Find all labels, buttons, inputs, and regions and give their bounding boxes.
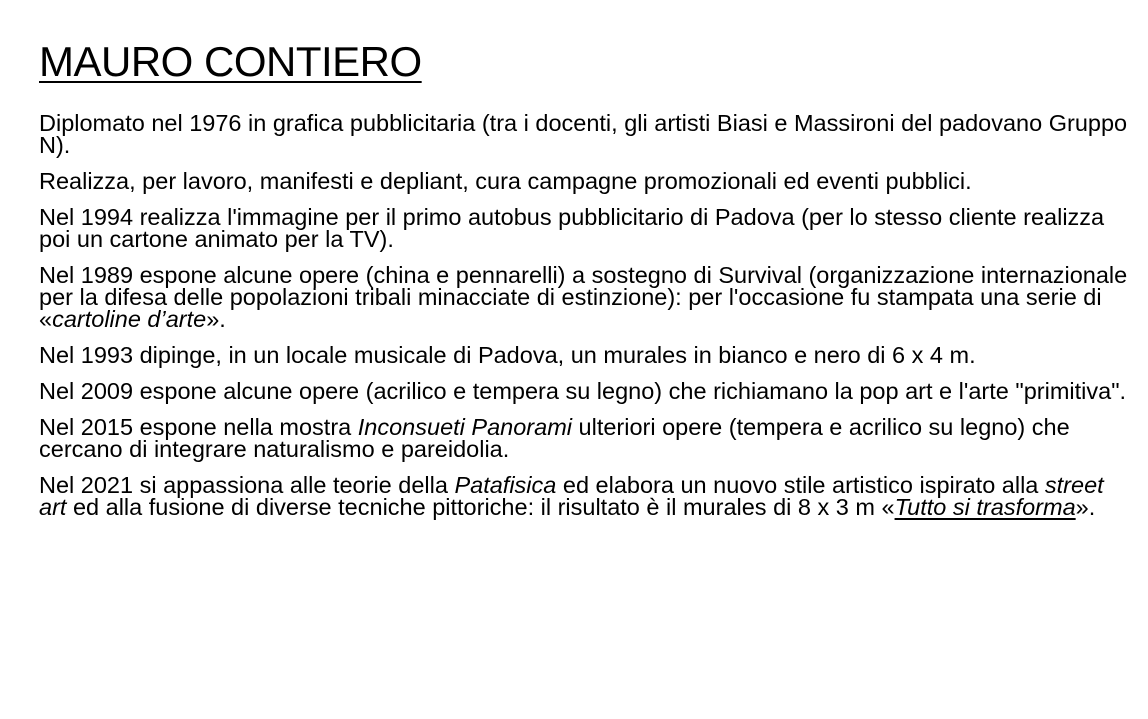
paragraph-1994 bbox=[39, 206, 1134, 250]
italic-text: Patafisica bbox=[454, 472, 557, 498]
paragraph-text: ed alla fusione di diverse tecniche pittoriche: il risultato è il murales di 8 x 3 m « bbox=[66, 494, 895, 520]
paragraph-text: Nel 1989 espone alcune opere (china e pennarelli) a sostegno di Survival (organizzazione internazionale per la difesa delle popolazioni tribali minacciate di estinzione): per l'occasione fu stampata una serie di « bbox=[39, 262, 1128, 332]
italic-text: Inconsueti Panorami bbox=[357, 414, 572, 440]
paragraph-2015 bbox=[39, 416, 1134, 460]
paragraph-1993 bbox=[39, 344, 1134, 366]
slide-title: MAURO CONTIERO bbox=[39, 38, 422, 85]
paragraph-text: Realizza, per lavoro, manifesti e depliant, cura campagne promozionali ed eventi pubblici. bbox=[39, 168, 972, 194]
paragraph-1989 bbox=[39, 264, 1134, 330]
paragraph-text: ed elabora un nuovo stile artistico ispirato alla bbox=[556, 472, 1045, 498]
italic-text: street art bbox=[39, 472, 1104, 520]
paragraph-text: Nel 1994 realizza l'immagine per il primo autobus pubblicitario di Padova (per lo stesso cliente realizza poi un cartone animato per la TV). bbox=[39, 204, 1105, 252]
paragraph-2009 bbox=[39, 380, 1134, 402]
paragraph-text: ». bbox=[1075, 494, 1096, 520]
paragraph-text: Nel 1993 dipinge, in un locale musicale di Padova, un murales in bianco e nero di 6 x 4 m. bbox=[39, 342, 976, 368]
paragraph-2021 bbox=[39, 474, 1134, 518]
paragraph-text: Nel 2015 espone nella mostra bbox=[39, 414, 358, 440]
paragraph-text: Nel 2021 si appassiona alle teorie della bbox=[39, 472, 455, 498]
paragraph-text: ». bbox=[206, 306, 226, 332]
paragraph-text: Diplomato nel 1976 in grafica pubblicitaria (tra i docenti, gli artisti Biasi e Massironi del padovano Gruppo N). bbox=[39, 110, 1128, 158]
italic-underlined-text: Tutto si trasforma bbox=[894, 494, 1076, 520]
paragraph-diploma bbox=[39, 112, 1134, 156]
paragraph-text: ulteriori opere (tempera e acrilico su legno) che cercano di integrare naturalismo e pareidolia. bbox=[39, 414, 1070, 462]
italic-text: cartoline d’arte bbox=[52, 306, 207, 332]
paragraph-text: Nel 2009 espone alcune opere (acrilico e tempera su legno) che richiamano la pop art e l'arte "primitiva". bbox=[39, 378, 1127, 404]
paragraph-work bbox=[39, 170, 1134, 192]
slide-body bbox=[39, 112, 1134, 518]
